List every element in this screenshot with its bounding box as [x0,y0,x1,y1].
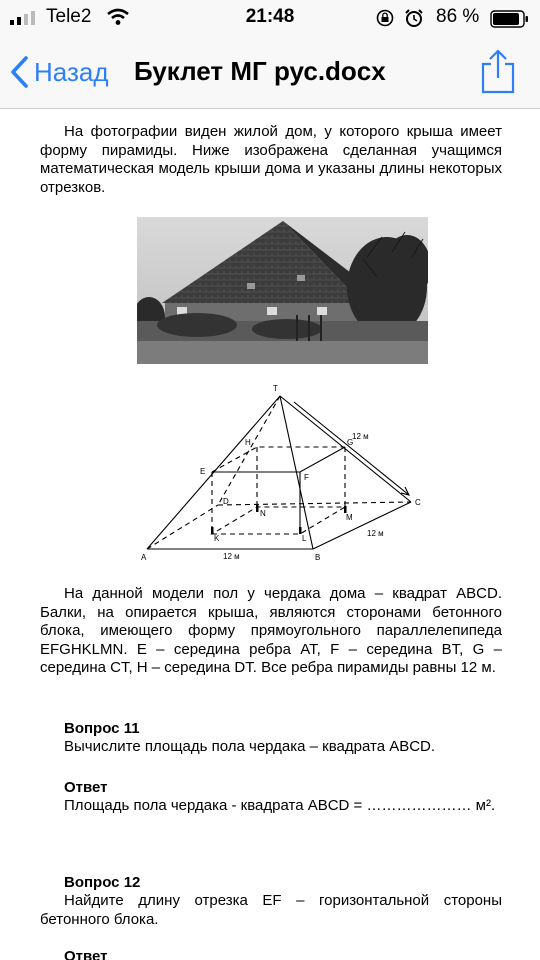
chevron-left-icon [10,55,30,89]
share-button[interactable] [478,48,518,94]
edge-BC [313,502,411,549]
answer-11-text: Площадь пола чердака - квадрата ABCD = ………………… м². [64,797,496,814]
label-K: K [214,534,220,543]
alarm-icon [404,8,424,28]
label-E: E [200,467,206,476]
label-F: F [304,473,309,482]
question-12-text: Найдите длину отрезка EF – горизонтальной стороны бетонного блока. [40,892,502,928]
label-L: L [302,534,307,543]
label-D: D [223,497,229,506]
edge-DC [218,502,411,505]
label-H: H [245,438,251,447]
answer-12-title: Ответ [64,948,108,960]
label-T: T [273,384,278,393]
length-AB: 12 м [223,552,240,561]
question-12-title: Вопрос 12 [64,874,141,891]
label-B: B [315,553,321,562]
question-11-title: Вопрос 11 [64,720,140,737]
orientation-lock-icon [376,9,394,27]
block-bottom [212,507,345,534]
label-N: N [260,509,266,518]
status-time: 21:48 [245,6,295,27]
question-11-text: Вычислите площадь пола чердака – квадрата ABCD. [64,738,436,755]
label-C: C [415,498,421,507]
label-G: G [347,438,354,447]
battery-percent: 86 % [436,6,480,27]
document-view[interactable] [0,109,540,960]
intro-paragraph: На фотографии виден жилой дом, у которого крыша имеет форму пирамиды. Ниже изображена сделанная учащимся математическая модель крыши дома и указаны длины некоторых отрезков. [40,123,502,196]
status-bar [0,0,540,36]
edge-TD [218,396,280,505]
label-M: M [346,513,353,522]
label-A: A [141,553,147,562]
house-photo [137,217,428,364]
back-button[interactable] [10,50,109,94]
nav-bar [0,36,540,109]
length-BC: 12 м [367,529,384,538]
document-title: Буклет МГ рус.docx [134,56,386,86]
arrow-TC [294,402,409,495]
battery-icon [490,10,530,28]
length-TC: 12 м [352,432,369,441]
answer-11-title: Ответ [64,779,108,796]
pyramid-diagram [135,379,435,569]
model-paragraph: На данной модели пол у чердака дома – квадрат ABCD. Балки, на опирается крыша, являются сторонами бетонного блока, имеющего форму прямоугольного параллелепипеда EFGHKLMN. E – середина ребра AT, F – середина BT, G – середина CT, H – середина DT. Все ребра пирамиды равны 12 м. [40,585,502,676]
back-label: Назад [34,56,109,87]
share-icon [478,48,518,94]
carrier-name: Tele2 [46,6,92,27]
edge-AD [147,505,218,549]
